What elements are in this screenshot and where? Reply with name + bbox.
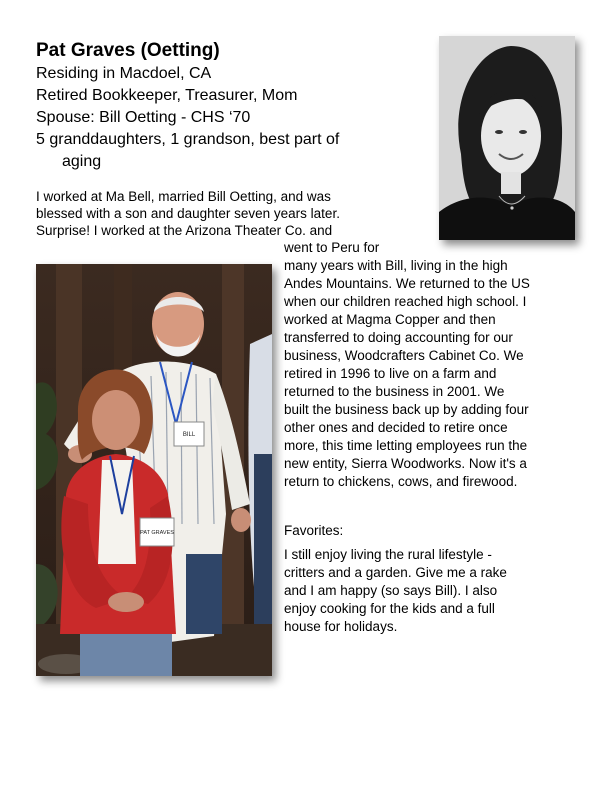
favorites-line-2: critters and a garden. Give me a rake xyxy=(284,565,507,580)
story-line-16: new entity, Sierra Woodworks. Now it's a xyxy=(284,456,527,471)
story-line-9: transferred to doing accounting for our xyxy=(284,330,513,345)
story-line-11: retired in 1996 to live on a farm and xyxy=(284,366,497,381)
story-line-2: blessed with a son and daughter seven years later. xyxy=(36,206,340,221)
story-line-15: more, this time letting employees run the xyxy=(284,438,528,453)
favorites-line-3: and I am happy (so says Bill). I also xyxy=(284,583,498,598)
bill-badge-text: BILL xyxy=(182,432,196,438)
story-line-6: Andes Mountains. We returned to the US xyxy=(284,276,530,291)
story-line-8: worked at Magma Copper and then xyxy=(284,312,496,327)
story-line-4: went to Peru for xyxy=(284,240,380,255)
story-line-17: return to chickens, cows, and firewood. xyxy=(284,474,518,489)
story-line-3: Surprise! I worked at the Arizona Theater Co. and xyxy=(36,223,333,238)
favorites-line-5: house for holidays. xyxy=(284,619,398,634)
story-line-10: business, Woodcrafters Cabinet Co. We xyxy=(284,348,524,363)
story-line-13: built the business back up by adding four xyxy=(284,402,529,417)
story-line-14: other ones and decided to retire once xyxy=(284,420,508,435)
occupation-line: Retired Bookkeeper, Treasurer, Mom xyxy=(36,87,298,104)
favorites-line-1: I still enjoy living the rural lifestyle - xyxy=(284,547,492,562)
person-name: Pat Graves (Oetting) xyxy=(36,40,220,61)
grandchildren-line-cont: aging xyxy=(62,153,102,170)
yearbook-photo xyxy=(439,36,575,240)
favorites-line-4: enjoy cooking for the kids and a full xyxy=(284,601,495,616)
grandchildren-line: 5 granddaughters, 1 grandson, best part of xyxy=(36,131,340,148)
residence-line: Residing in Macdoel, CA xyxy=(36,65,212,82)
story-line-7: when our children reached high school. I xyxy=(284,294,527,309)
pat-badge-text: PAT GRAVES xyxy=(140,530,174,536)
story-line-12: returned to the business in 2001. We xyxy=(284,384,505,399)
couple-photo xyxy=(36,264,272,676)
story-line-1: I worked at Ma Bell, married Bill Oetting, and was xyxy=(36,189,331,204)
favorites-heading: Favorites: xyxy=(284,523,344,538)
spouse-line: Spouse: Bill Oetting - CHS ‘70 xyxy=(36,109,251,126)
story-line-5: many years with Bill, living in the high xyxy=(284,258,508,273)
